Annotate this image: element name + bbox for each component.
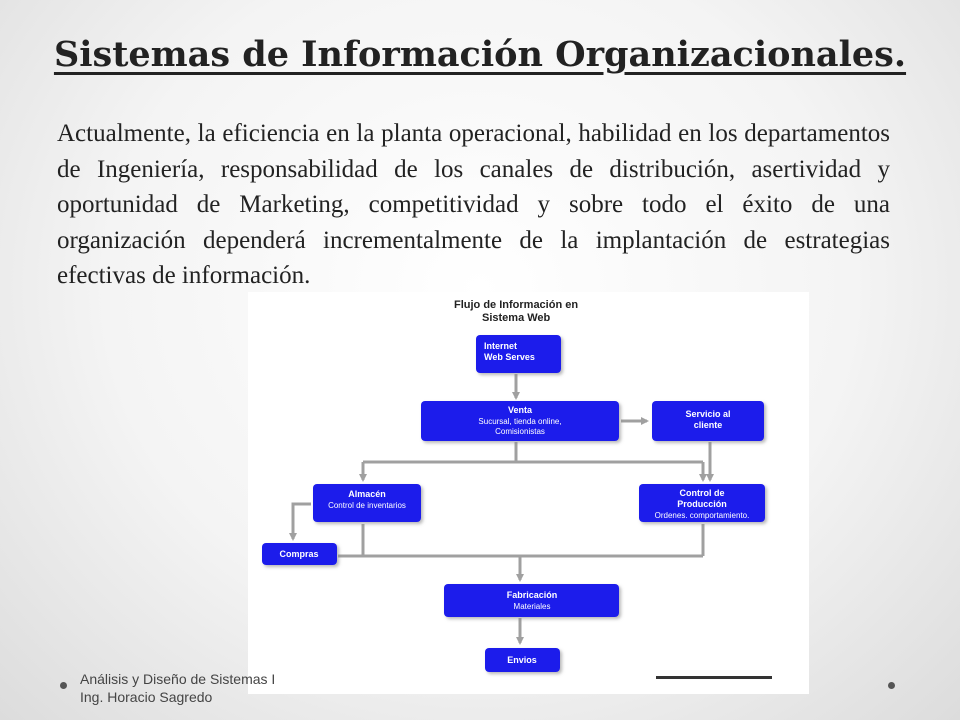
node-internet (476, 335, 561, 373)
diagram-title-line2: Sistema Web (482, 312, 551, 324)
arrow-almacen-to-compras (293, 504, 311, 539)
svg-text:Sucursal, tienda online,: Sucursal, tienda online, (478, 417, 562, 426)
svg-text:Control de: Control de (679, 488, 725, 498)
slide-title: Sistemas de Información Organizacionales. (53, 34, 907, 75)
svg-text:Compras: Compras (279, 549, 319, 559)
svg-text:Internet: Internet (484, 341, 518, 351)
node-control-de-produccion (639, 484, 765, 522)
slide-body-text: Actualmente, la eficiencia en la planta operacional, habilidad en los departamentos de Ingeniería, responsabilidad de los canales de distribución, asertividad y oportunidad de Marketing, competitividad y sobre todo el éxito de una organización dependerá incrementalmente de la implantación de estrategias efectivas de información. (57, 120, 890, 289)
footer-author: Ing. Horacio Sagredo (80, 689, 213, 705)
diagram-title-line1: Flujo de Información en (454, 299, 579, 311)
svg-text:Control de inventarios: Control de inventarios (328, 501, 406, 510)
svg-text:Servicio al: Servicio al (685, 409, 731, 419)
svg-text:Almacén: Almacén (348, 489, 386, 499)
svg-text:Venta: Venta (507, 405, 533, 415)
node-almacen (313, 484, 421, 522)
node-servicio-al-cliente (652, 401, 764, 441)
diagram-bottom-rule (656, 676, 772, 679)
node-envios (485, 648, 560, 672)
information-flow-diagram (248, 292, 809, 694)
svg-text:cliente: cliente (693, 420, 723, 430)
footer-bullet-right (888, 682, 895, 689)
footer-credits (80, 670, 275, 706)
node-fabricacion (444, 584, 619, 617)
svg-text:Materiales: Materiales (513, 602, 551, 611)
node-venta (421, 401, 619, 441)
svg-text:Fabricación: Fabricación (506, 590, 558, 600)
footer-bullet-left (60, 682, 67, 689)
svg-text:Ordenes. comportamiento.: Ordenes. comportamiento. (654, 511, 750, 520)
node-compras (262, 543, 337, 565)
footer-course: Análisis y Diseño de Sistemas I (80, 671, 276, 687)
svg-text:Comisionistas: Comisionistas (495, 427, 545, 436)
svg-text:Envios: Envios (507, 655, 537, 665)
flow-diagram-svg (248, 292, 809, 694)
svg-text:Web Serves: Web Serves (484, 352, 535, 362)
svg-text:Producción: Producción (677, 499, 727, 509)
